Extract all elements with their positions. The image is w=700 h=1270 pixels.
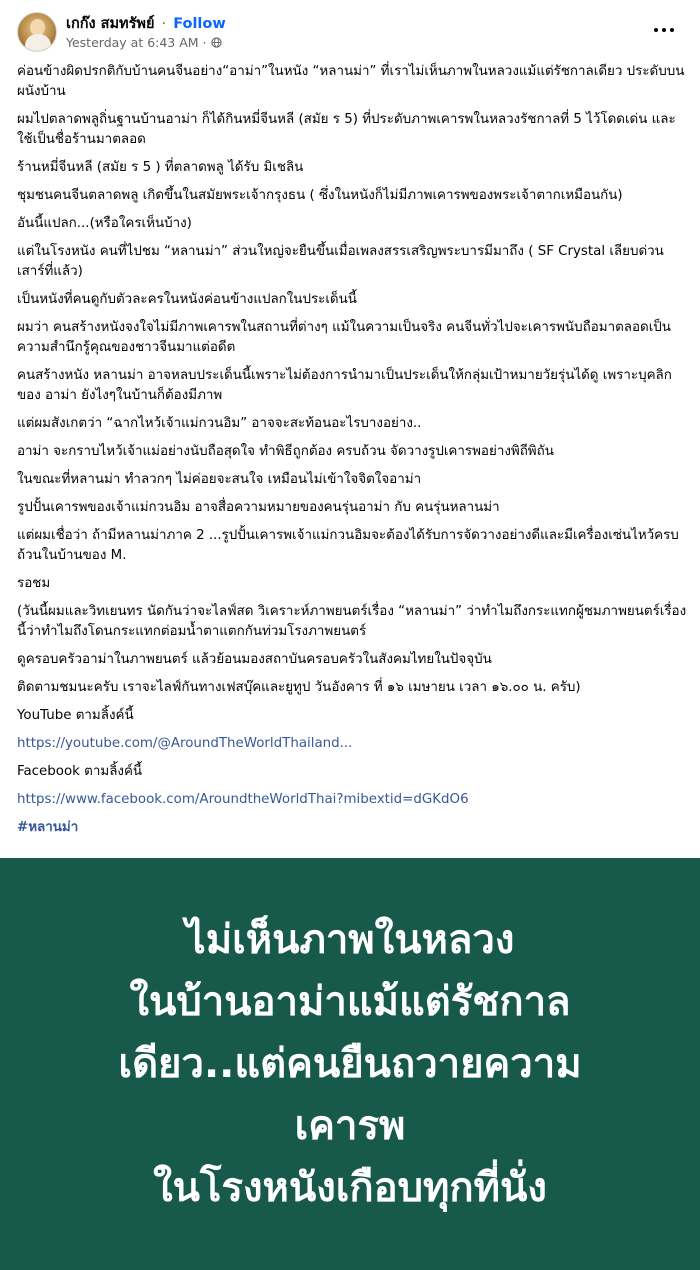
facebook-link-paragraph	[17, 790, 689, 810]
post-meta	[66, 35, 222, 50]
youtube-link-paragraph	[17, 734, 689, 754]
post-paragraph: ดูครอบครัวอาม่าในภาพยนตร์ แล้วย้อนมองสถาบันครอบครัวในสังคมไทยในปัจจุบัน	[17, 652, 492, 667]
post-paragraph: คนสร้างหนัง หลานม่า อาจหลบประเด็นนี้เพราะไม่ต้องการนำมาเป็นประเด็นให้กลุ่มเป้าหมายวัยรุ่นได้ดู เพราะบุคลิกของ อาม่า ยังไงๆในบ้านก็ต้องมีภาพ	[17, 368, 672, 403]
more-options-icon[interactable]	[654, 20, 674, 40]
post-text	[17, 62, 689, 846]
banner-text-line: ไม่เห็นภาพในหลวง	[185, 917, 515, 963]
banner-text-line: ในโรงหนังเกือบทุกที่นั่ง	[153, 1165, 547, 1211]
post-paragraph: ผมไปตลาดพลูถิ่นฐานบ้านอาม่า ก็ได้กินหมี่จีนหลี (สมัย ร 5) ที่ประดับภาพเคารพในหลวงรัชกาลที่ 5 ไว้โดดเด่น และใช้เป็นชื่อร้านมาตลอด	[17, 112, 676, 147]
facebook-label: Facebook ตามลิ้งค์นี้	[17, 764, 143, 779]
post-paragraph: แต่ผมสังเกตว่า “ฉากไหว้เจ้าแม่กวนอิม” อาจจะสะท้อนอะไรบางอย่าง..	[17, 416, 422, 431]
post-paragraph: ค่อนข้างผิดปรกติกับบ้านคนจีนอย่าง“อาม่า”ในหนัง “หลานม่า” ที่เราไม่เห็นภาพในหลวงแม้แต่รัชกาลเดียว ประดับบนผนังบ้าน	[17, 64, 685, 99]
post-paragraph: รอชม	[17, 576, 51, 591]
post-paragraph: แต่ในโรงหนัง คนที่ไปชม “หลานม่า” ส่วนใหญ่จะยืนขึ้นเมื่อเพลงสรรเสริญพระบารมีมาถึง ( SF Crystal เลียบด่วน เสาร์ที่แล้ว)	[17, 244, 664, 279]
author-name[interactable]: เกก๊ง สมทรัพย์	[66, 16, 155, 32]
post-paragraph: ผมว่า คนสร้างหนังจงใจไม่มีภาพเคารพในสถานที่ต่างๆ แม้ในความเป็นจริง คนจีนทั่วไปจะเคารพนับถือมาตลอดเป็นความสำนึกรู้คุณของชาวจีนมาแต่อดีต	[17, 320, 671, 355]
avatar-body	[25, 34, 51, 52]
separator: ·	[161, 16, 167, 32]
post-paragraph: ในขณะที่หลานม่า ทำลวกๆ ไม่ค่อยจะสนใจ เหมือนไม่เข้าใจจิตใจอาม่า	[17, 472, 422, 487]
banner-text-line: เคารพ	[294, 1103, 406, 1149]
globe-icon[interactable]	[211, 37, 222, 48]
post-header	[0, 0, 700, 62]
post-image-banner[interactable]	[0, 858, 700, 1270]
follow-button[interactable]: Follow	[173, 16, 226, 32]
post-paragraph: อาม่า จะกราบไหว้เจ้าแม่อย่างนับถือสุดใจ ทำพิธีถูกต้อง ครบถ้วน จัดวางรูปเคารพอย่างพิถีพิถัน	[17, 444, 554, 459]
hashtag-paragraph	[17, 818, 689, 838]
author-line	[66, 12, 226, 35]
more-dot	[662, 28, 666, 32]
youtube-link[interactable]: https://youtube.com/@AroundTheWorldThailand...	[17, 736, 353, 751]
more-dot	[654, 28, 658, 32]
post-paragraph: ติดตามชมนะครับ เราจะไลฟ์กันทางเฟสบุ๊คและยูทูป วันอังคาร ที่ ๑๖ เมษายน เวลา ๑๖.๐๐ น. ครับ)	[17, 680, 581, 695]
more-dot	[670, 28, 674, 32]
post-timestamp[interactable]: Yesterday at 6:43 AM ·	[66, 35, 207, 50]
banner-text-line: เดียว..แต่คนยืนถวายความ	[118, 1041, 582, 1087]
post-paragraph: อันนี้แปลก...(หรือใครเห็นบ้าง)	[17, 216, 192, 231]
post-paragraph: รูปปั้นเคารพของเจ้าแม่กวนอิม อาจสื่อความหมายของคนรุ่นอาม่า กับ คนรุ่นหลานม่า	[17, 500, 500, 515]
post-paragraph: ร้านหมี่จีนหลี (สมัย ร 5 ) ที่ตลาดพลู ได้รับ มิเชลิน	[17, 160, 304, 175]
post-paragraph: YouTube ตามลิ้งค์นี้	[17, 708, 134, 723]
avatar[interactable]	[17, 12, 57, 52]
hashtag-link[interactable]: #หลานม่า	[17, 820, 79, 835]
banner-text-line: ในบ้านอาม่าแม้แต่รัชกาล	[129, 979, 571, 1025]
facebook-link[interactable]: https://www.facebook.com/AroundtheWorldThai?mibextid=dGKdO6	[17, 792, 469, 807]
post-paragraph: ชุมชนคนจีนตลาดพลู เกิดขึ้นในสมัยพระเจ้ากรุงธน ( ซึ่งในหนังก็ไม่มีภาพเคารพของพระเจ้าตากเหมือนกัน)	[17, 188, 623, 203]
post-paragraph: (วันนี้ผมและวิทเยนทร นัดกันว่าจะไลฟ์สด วิเคราะห์ภาพยนตร์เรื่อง “หลานม่า” ว่าทำไมถึงกระแทกผู้ชมภาพยนตร์เรื่องนี้ว่าทำไมถึงโดนกระแทกต่อมน้ำตาแตกกันท่วมโรงภาพยนตร์	[17, 604, 687, 639]
post-paragraph: เป็นหนังที่คนดูกับตัวละครในหนังค่อนข้างแปลกในประเด็นนี้	[17, 292, 357, 307]
post-paragraph: แต่ผมเชื่อว่า ถ้ามีหลานม่าภาค 2 ...รูปปั้นเคารพเจ้าแม่กวนอิมจะต้องได้รับการจัดวางอย่างดีและมีเครื่องเซ่นไหว้ครบถ้วนในบ้านของ M.	[17, 528, 679, 563]
